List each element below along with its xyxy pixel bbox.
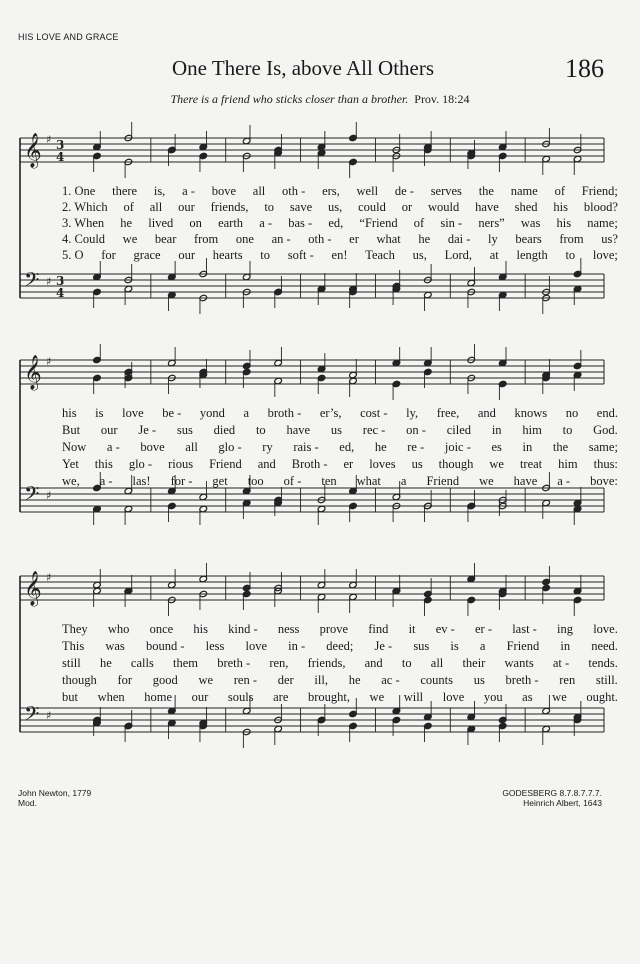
lyric-syllable: was (520, 216, 541, 230)
svg-text:𝄞: 𝄞 (24, 355, 42, 390)
lyric-line (62, 622, 618, 636)
lyric-syllable: Yet (62, 457, 79, 471)
lyric-syllable: died (213, 423, 236, 437)
lyric-syllable: ly, (406, 406, 419, 420)
epigraph-text: There is a friend who sticks closer than a brother. (170, 92, 409, 106)
lyric-syllable: end. (596, 406, 618, 420)
lyric-line (62, 639, 618, 653)
lyric-syllable: at (489, 248, 499, 262)
lyric-syllable: he (99, 656, 112, 670)
lyric-syllable: wants (504, 656, 534, 670)
lyric-syllable: souls (227, 690, 254, 704)
lyric-syllable: calls (130, 656, 154, 670)
lyric-syllable: his (556, 216, 572, 230)
lyric-syllable: en! (331, 248, 348, 262)
lyric-syllable: have (475, 200, 499, 214)
lyric-syllable: er’s, (319, 406, 342, 420)
lyric-syllable: one (235, 232, 254, 246)
lyric-syllable: knows (514, 406, 548, 420)
lyric-syllable: well (356, 184, 379, 198)
lyric-line (62, 406, 618, 420)
lyric-syllable: They (62, 622, 88, 636)
lyric-syllable: yond (199, 406, 225, 420)
lyric-syllable: ten (321, 474, 337, 488)
lyric-syllable: “Friend (359, 216, 398, 230)
lyric-syllable: or (401, 200, 413, 214)
lyric-syllable: save (289, 200, 313, 214)
lyric-syllable: to (562, 423, 573, 437)
lyric-syllable: sus (413, 639, 430, 653)
lyric-syllable: get (212, 474, 228, 488)
lyric-syllable: are (273, 690, 289, 704)
lyric-syllable: the (478, 184, 494, 198)
lyric-syllable: once (149, 622, 174, 636)
lyric-syllable: all (149, 200, 163, 214)
lyric-syllable: a (479, 639, 486, 653)
lyric-syllable: of (123, 200, 134, 214)
lyric-syllable: ill, (314, 673, 328, 687)
lyric-syllable: Je - (374, 639, 393, 653)
lyric-syllable: good (152, 673, 178, 687)
lyric-syllable: loves (369, 457, 396, 471)
lyric-syllable: in (522, 440, 533, 454)
lyric-syllable: less (205, 639, 225, 653)
lyric-syllable: what (356, 474, 381, 488)
lyric-syllable: love. (593, 622, 618, 636)
lyric-syllable: bear (154, 232, 177, 246)
svg-text:𝄢: 𝄢 (24, 482, 40, 510)
lyric-syllable: we (198, 673, 214, 687)
lyric-syllable: friends, (210, 200, 249, 214)
lyric-line (62, 457, 618, 471)
hymn-title: One There Is, above All Others (172, 56, 435, 80)
lyric-syllable: but (62, 690, 78, 704)
lyric-syllable: 4. Could (62, 232, 106, 246)
svg-text:𝄢: 𝄢 (24, 702, 40, 730)
lyric-syllable: on (189, 216, 202, 230)
lyric-syllable: a - (99, 474, 113, 488)
lyric-syllable: deed; (326, 639, 354, 653)
lyric-syllable: las! (132, 474, 151, 488)
lyric-line (62, 216, 618, 230)
lyric-syllable: love; (592, 248, 618, 262)
lyric-line (62, 656, 618, 670)
lyric-syllable: love (442, 690, 465, 704)
lyric-syllable: ed, (339, 440, 355, 454)
lyric-syllable: this (94, 457, 113, 471)
lyric-syllable: kind - (228, 622, 258, 636)
lyric-syllable: rec - (362, 423, 386, 437)
grand-staff-1 (16, 122, 608, 340)
svg-text:♯: ♯ (46, 275, 52, 288)
lyric-syllable: ren - (233, 673, 258, 687)
lyric-syllable: bove: (590, 474, 618, 488)
lyric-syllable: from (193, 232, 219, 246)
lyric-syllable: to (264, 200, 275, 214)
lyric-syllable: to (401, 656, 412, 670)
lyric-syllable: there (112, 184, 138, 198)
lyric-syllable: have (286, 423, 311, 437)
lyric-line (62, 232, 618, 246)
lyric-syllable: Teach (365, 248, 395, 262)
lyric-syllable: is (450, 639, 459, 653)
lyric-syllable: to (260, 248, 271, 262)
svg-text:♯: ♯ (46, 355, 52, 368)
lyric-syllable: Lord, (444, 248, 472, 262)
lyric-syllable: shed (514, 200, 538, 214)
lyric-syllable: be - (162, 406, 182, 420)
lyric-syllable: 3. When (62, 216, 105, 230)
lyric-syllable: ers, (322, 184, 340, 198)
lyric-syllable: es (491, 440, 502, 454)
lyric-syllable: of - (283, 474, 302, 488)
lyric-syllable: name (510, 184, 538, 198)
lyric-syllable: in (491, 423, 502, 437)
lyric-syllable: too (247, 474, 264, 488)
lyric-syllable: bove (140, 440, 165, 454)
svg-text:𝄞: 𝄞 (24, 571, 42, 606)
lyric-syllable: a (400, 474, 407, 488)
lyric-syllable: us (473, 673, 485, 687)
lyric-syllable: er (343, 457, 354, 471)
lyric-syllable: as (522, 690, 533, 704)
tune-credit (502, 788, 602, 808)
lyric-syllable: bove (211, 184, 236, 198)
lyric-syllable: glo - (218, 440, 242, 454)
lyric-syllable: us? (601, 232, 618, 246)
lyric-syllable: cost - (360, 406, 388, 420)
lyric-syllable: friends, (307, 656, 346, 670)
lyric-syllable: his (62, 406, 77, 420)
lyric-syllable: Friend; (581, 184, 618, 198)
lyric-syllable: counts (420, 673, 453, 687)
lyric-syllable: 1. One (62, 184, 96, 198)
lyric-syllable: oth - (308, 232, 332, 246)
lyric-syllable: joic - (444, 440, 471, 454)
lyric-syllable: you (483, 690, 503, 704)
lyric-syllable: no (565, 406, 579, 420)
lyric-syllable: love (122, 406, 144, 420)
lyric-line (62, 690, 618, 704)
lyric-syllable: us, (412, 248, 427, 262)
lyric-line (62, 184, 618, 198)
lyric-syllable: er (349, 232, 359, 246)
author: John Newton, 1779 (18, 788, 92, 798)
lyric-syllable: he (120, 216, 133, 230)
lyric-syllable: breth - (505, 673, 539, 687)
lyric-syllable: all (185, 440, 198, 454)
lyric-syllable: us (411, 457, 423, 471)
svg-text:3: 3 (56, 274, 65, 288)
lyric-syllable: him (558, 457, 578, 471)
lyric-syllable: bound - (145, 639, 185, 653)
lyric-syllable: love (245, 639, 268, 653)
lyric-syllable: our (191, 690, 209, 704)
lyric-syllable: treat (519, 457, 543, 471)
lyric-syllable: rious (168, 457, 194, 471)
author-note: Mod. (18, 798, 37, 808)
lyric-syllable: he (418, 232, 431, 246)
lyric-syllable: have (513, 474, 538, 488)
epigraph (0, 92, 640, 107)
lyric-syllable: ners” (478, 216, 505, 230)
lyric-syllable: and (477, 406, 496, 420)
svg-text:4: 4 (56, 286, 65, 300)
epigraph-reference: Prov. 18:24 (414, 92, 470, 106)
svg-text:♯: ♯ (46, 133, 52, 146)
lyric-syllable: an - (271, 232, 291, 246)
lyric-syllable: last - (512, 622, 537, 636)
lyric-syllable: still (62, 656, 81, 670)
lyric-line (62, 423, 618, 437)
lyric-line (62, 474, 618, 488)
lyric-syllable: he (348, 673, 361, 687)
lyric-syllable: ness (277, 622, 300, 636)
lyric-line (62, 248, 618, 262)
lyric-syllable: who (107, 622, 130, 636)
lyric-syllable: grace (133, 248, 161, 262)
lyric-syllable: will (403, 690, 424, 704)
author-credit (18, 788, 91, 808)
lyric-syllable: his (193, 622, 208, 636)
lyric-syllable: dai - (447, 232, 471, 246)
lyric-syllable: ought. (586, 690, 618, 704)
lyric-syllable: ren, (269, 656, 289, 670)
svg-text:♯: ♯ (46, 489, 52, 502)
lyric-syllable: a - (182, 184, 195, 198)
lyric-syllable: he (374, 440, 387, 454)
lyric-syllable: prove (319, 622, 349, 636)
lyric-syllable: bas - (288, 216, 313, 230)
lyric-syllable: tends. (588, 656, 618, 670)
lyric-syllable: lived (148, 216, 174, 230)
lyric-syllable: of (554, 184, 566, 198)
lyric-syllable: er - (475, 622, 492, 636)
lyric-syllable: ly (488, 232, 498, 246)
lyric-syllable: from (559, 232, 584, 246)
lyric-syllable: we (552, 690, 567, 704)
lyric-syllable: breth - (217, 656, 251, 670)
lyric-syllable: But (62, 423, 81, 437)
lyric-syllable: what (376, 232, 401, 246)
lyric-syllable: his (553, 200, 568, 214)
lyric-syllable: and (257, 457, 276, 471)
hymn-number: 186 (565, 54, 604, 83)
svg-text:4: 4 (56, 150, 65, 164)
music-system-2 (16, 344, 618, 552)
lyric-syllable: ed, (328, 216, 344, 230)
lyric-syllable: glo - (128, 457, 153, 471)
lyric-syllable: we (122, 232, 138, 246)
svg-text:♯: ♯ (46, 571, 52, 584)
lyric-syllable: us (330, 423, 342, 437)
lyric-syllable: on - (406, 423, 426, 437)
lyric-syllable: our (178, 248, 195, 262)
music-system-3 (16, 560, 618, 774)
lyric-syllable: in (560, 639, 571, 653)
lyric-syllable: in - (288, 639, 306, 653)
lyric-syllable: a - (259, 216, 273, 230)
lyric-syllable: Friend (426, 474, 460, 488)
lyric-syllable: 5. O (62, 248, 84, 262)
lyric-syllable: we (479, 474, 494, 488)
lyric-syllable: ev - (435, 622, 455, 636)
lyric-syllable: the (552, 440, 569, 454)
lyric-syllable: is, (153, 184, 166, 198)
lyric-syllable: ren (559, 673, 576, 687)
lyric-syllable: we (369, 690, 385, 704)
lyric-syllable: them (173, 656, 199, 670)
lyric-syllable: us, (328, 200, 343, 214)
lyric-syllable: at - (552, 656, 570, 670)
lyric-syllable: broth - (267, 406, 302, 420)
svg-text:𝄢: 𝄢 (24, 268, 40, 296)
lyric-syllable: for (117, 673, 133, 687)
lyric-syllable: a (243, 406, 250, 420)
lyric-syllable: for - (170, 474, 193, 488)
lyric-syllable: a - (106, 440, 120, 454)
lyric-syllable: all (430, 656, 444, 670)
lyric-syllable: find (368, 622, 389, 636)
lyric-syllable: would (428, 200, 460, 214)
lyric-syllable: Broth - (291, 457, 328, 471)
lyric-syllable: ciled (446, 423, 472, 437)
lyric-syllable: ing (557, 622, 574, 636)
lyric-syllable: our (178, 200, 195, 214)
lyric-syllable: de - (394, 184, 414, 198)
lyric-syllable: when (97, 690, 125, 704)
lyric-syllable: we (489, 457, 504, 471)
svg-text:♯: ♯ (46, 709, 52, 722)
lyric-syllable: free, (436, 406, 460, 420)
lyric-syllable: it (408, 622, 416, 636)
lyric-syllable: him (522, 423, 542, 437)
lyric-syllable: earth (218, 216, 244, 230)
section-label: HIS LOVE AND GRACE (18, 32, 119, 42)
lyric-syllable: home (144, 690, 172, 704)
lyric-syllable: was (105, 639, 125, 653)
lyric-syllable: 2. Which (62, 200, 108, 214)
lyric-syllable: we, (62, 474, 80, 488)
svg-text:3: 3 (56, 138, 65, 152)
lyric-syllable: for (101, 248, 116, 262)
lyric-syllable: This (62, 639, 85, 653)
tune-name: GODESBERG 8.7.8.7.7.7. (502, 788, 602, 798)
lyric-syllable: der (277, 673, 294, 687)
music-system-1 (16, 122, 618, 340)
lyric-syllable: of (413, 216, 425, 230)
lyric-syllable: thus: (593, 457, 618, 471)
svg-text:𝄞: 𝄞 (24, 133, 42, 168)
lyric-syllable: name; (587, 216, 618, 230)
lyric-syllable: oth - (282, 184, 306, 198)
lyric-syllable: serves (430, 184, 462, 198)
lyric-syllable: Friend (209, 457, 242, 471)
lyric-syllable: Friend (506, 639, 540, 653)
lyric-syllable: our (100, 423, 118, 437)
lyric-syllable: though (438, 457, 474, 471)
lyric-syllable: to (255, 423, 266, 437)
lyric-syllable: soft - (287, 248, 314, 262)
lyric-syllable: could (358, 200, 386, 214)
lyric-syllable: a - (557, 474, 571, 488)
lyric-syllable: is (95, 406, 104, 420)
lyric-syllable: same; (588, 440, 618, 454)
lyric-syllable: blood? (583, 200, 618, 214)
lyric-syllable: still. (595, 673, 618, 687)
lyric-syllable: their (462, 656, 486, 670)
lyric-syllable: re - (407, 440, 425, 454)
lyric-syllable: Now (62, 440, 87, 454)
lyric-syllable: though (62, 673, 97, 687)
lyric-syllable: rais - (293, 440, 319, 454)
lyric-syllable: to (565, 248, 576, 262)
lyric-line (62, 673, 618, 687)
lyric-syllable: bears (515, 232, 542, 246)
lyric-syllable: brought, (307, 690, 350, 704)
lyric-syllable: God. (593, 423, 618, 437)
composer: Heinrich Albert, 1643 (523, 798, 602, 808)
lyric-syllable: all (252, 184, 266, 198)
lyric-syllable: ac - (381, 673, 400, 687)
lyric-syllable: sus (176, 423, 193, 437)
lyric-syllable: sin - (440, 216, 463, 230)
lyric-line (62, 440, 618, 454)
lyric-syllable: ry (262, 440, 273, 454)
lyric-syllable: length (516, 248, 548, 262)
lyric-syllable: Je - (138, 423, 157, 437)
lyric-syllable: hearts (212, 248, 243, 262)
lyric-syllable: need. (591, 639, 618, 653)
lyric-syllable: and (364, 656, 383, 670)
lyric-line (62, 200, 618, 214)
